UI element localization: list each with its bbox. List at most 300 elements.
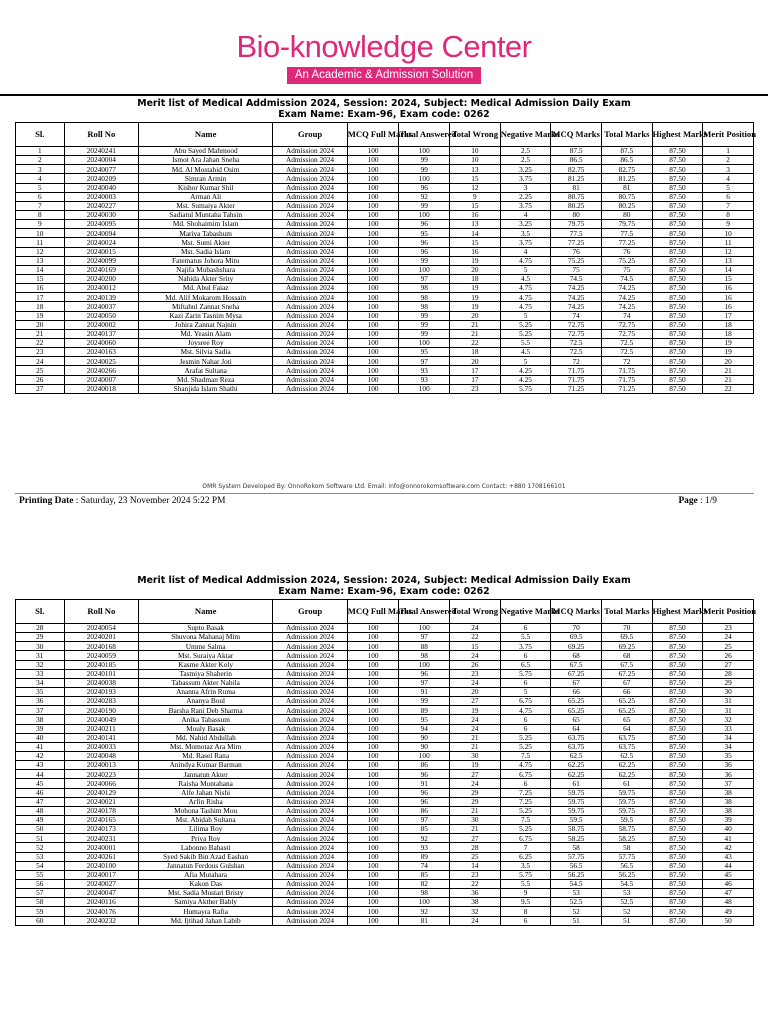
table-cell: 100 — [347, 660, 399, 669]
table-cell: 16 — [450, 210, 501, 219]
table-cell: 54 — [16, 861, 65, 870]
table-cell: 100 — [347, 348, 399, 357]
table-cell: 100 — [347, 256, 399, 265]
table-cell: Samiya Akther Bably — [138, 898, 272, 907]
table-cell: 45 — [703, 870, 754, 879]
table-cell: 20240137 — [64, 329, 138, 338]
table-cell: 53 — [551, 889, 602, 898]
table-cell: 68 — [551, 651, 602, 660]
table-cell: 5.25 — [500, 320, 551, 329]
table-cell: 2.5 — [500, 147, 551, 156]
column-header: Highest Marks — [652, 123, 703, 147]
table-cell: 71.25 — [601, 384, 652, 393]
table-cell: 20240232 — [64, 916, 138, 925]
column-header: MCQ Marks — [551, 123, 602, 147]
table-cell: 19 — [450, 302, 501, 311]
table-cell: 87.50 — [652, 375, 703, 384]
table-cell: 87.50 — [652, 274, 703, 283]
table-cell: 30 — [703, 687, 754, 696]
table-cell: Admission 2024 — [273, 183, 347, 192]
table-cell: 87.50 — [652, 879, 703, 888]
table-cell: 27 — [450, 697, 501, 706]
table-row — [16, 284, 754, 293]
table-cell: 87.50 — [652, 220, 703, 229]
table-cell: Afia Mutahara — [138, 870, 272, 879]
table-cell: Mst. Sumi Akter — [138, 238, 272, 247]
table-cell: 65.25 — [601, 706, 652, 715]
table-row — [16, 898, 754, 907]
table-cell: 74.25 — [551, 302, 602, 311]
table-row — [16, 293, 754, 302]
table-cell: Mst. Sadia Islam — [138, 247, 272, 256]
table-cell: 32 — [16, 660, 65, 669]
table-cell: 12 — [16, 247, 65, 256]
table-row — [16, 201, 754, 210]
table-cell: 20240165 — [64, 815, 138, 824]
table-cell: 96 — [399, 238, 450, 247]
table-cell: 44 — [16, 770, 65, 779]
table-cell: 24 — [450, 624, 501, 633]
table-cell: 100 — [347, 889, 399, 898]
table-row — [16, 329, 754, 338]
table-cell: 100 — [347, 687, 399, 696]
table-cell: 20240007 — [64, 375, 138, 384]
table-cell: 67.5 — [551, 660, 602, 669]
merit-table-page1 — [15, 122, 757, 394]
table-cell: 87.50 — [652, 201, 703, 210]
table-cell: Admission 2024 — [273, 348, 347, 357]
table-cell: 39 — [703, 815, 754, 824]
table-cell: 100 — [399, 174, 450, 183]
table-cell: 12 — [450, 183, 501, 192]
table-cell: 54.5 — [551, 879, 602, 888]
table-cell: 20240025 — [64, 357, 138, 366]
table-cell: Admission 2024 — [273, 861, 347, 870]
brand-title: Bio-knowledge Center — [236, 29, 532, 64]
table-row — [16, 642, 754, 651]
table-cell: 3.75 — [500, 642, 551, 651]
table-cell: Admission 2024 — [273, 879, 347, 888]
table-cell: 20240141 — [64, 733, 138, 742]
table-cell: 6 — [500, 715, 551, 724]
table-cell: 62.25 — [551, 770, 602, 779]
table-cell: 20240193 — [64, 687, 138, 696]
table-cell: 97 — [399, 633, 450, 642]
page2-heading — [0, 575, 768, 597]
table-cell: 7.5 — [500, 751, 551, 760]
table-cell: 29 — [450, 797, 501, 806]
table-cell: 36 — [703, 770, 754, 779]
table-cell: Admission 2024 — [273, 210, 347, 219]
table-cell: 56.5 — [601, 861, 652, 870]
table-cell: 87.50 — [652, 366, 703, 375]
table-cell: Admission 2024 — [273, 357, 347, 366]
column-header: Group — [273, 600, 347, 624]
table-cell: 52.5 — [551, 898, 602, 907]
table-cell: 87.50 — [652, 311, 703, 320]
table-cell: 72 — [601, 357, 652, 366]
table-row — [16, 624, 754, 633]
table-cell: 39 — [16, 724, 65, 733]
table-row — [16, 861, 754, 870]
table-cell: Admission 2024 — [273, 293, 347, 302]
table-cell: Admission 2024 — [273, 815, 347, 824]
table-cell: 27 — [703, 660, 754, 669]
table-row — [16, 879, 754, 888]
table-cell: 18 — [703, 320, 754, 329]
table-cell: Mst. Silvia Sadia — [138, 348, 272, 357]
table-cell: 100 — [347, 238, 399, 247]
table-cell: Admission 2024 — [273, 633, 347, 642]
table-cell: 21 — [450, 733, 501, 742]
table-cell: 75 — [551, 265, 602, 274]
table-cell: 79.75 — [601, 220, 652, 229]
table-cell: 99 — [399, 201, 450, 210]
table-cell: 87.50 — [652, 210, 703, 219]
table-cell: 54.5 — [601, 879, 652, 888]
table-cell: Admission 2024 — [273, 852, 347, 861]
table-cell: 43 — [16, 761, 65, 770]
table-cell: 56.25 — [601, 870, 652, 879]
table-cell: 81 — [601, 183, 652, 192]
table-cell: 5 — [703, 183, 754, 192]
table-cell: 16 — [703, 302, 754, 311]
table-cell: 24 — [450, 651, 501, 660]
table-cell: 20240002 — [64, 320, 138, 329]
table-cell: 72.5 — [601, 338, 652, 347]
table-cell: 20240100 — [64, 861, 138, 870]
table-cell: 27 — [16, 384, 65, 393]
table-cell: 99 — [399, 697, 450, 706]
table-cell: 58.75 — [601, 825, 652, 834]
table-cell: 86 — [399, 806, 450, 815]
table-cell: 3.5 — [500, 861, 551, 870]
table-cell: 98 — [399, 651, 450, 660]
table-cell: 20240037 — [64, 302, 138, 311]
table-cell: 51 — [551, 916, 602, 925]
table-cell: Admission 2024 — [273, 825, 347, 834]
table-cell: 47 — [703, 889, 754, 898]
page-number — [678, 496, 717, 506]
table-cell: 47 — [16, 797, 65, 806]
table-cell: 99 — [399, 320, 450, 329]
table-cell: 74.25 — [551, 284, 602, 293]
column-header: MCQ Marks — [551, 600, 602, 624]
table-cell: 71.25 — [551, 384, 602, 393]
table-cell: 96 — [399, 183, 450, 192]
table-cell: 20240223 — [64, 770, 138, 779]
table-cell: 46 — [16, 788, 65, 797]
table-cell: 100 — [347, 274, 399, 283]
table-cell: 20240190 — [64, 706, 138, 715]
table-cell: 76 — [551, 247, 602, 256]
table-cell: 100 — [347, 834, 399, 843]
table-cell: 20 — [450, 357, 501, 366]
table-row — [16, 687, 754, 696]
table-cell: 58 — [16, 898, 65, 907]
table-cell: 99 — [399, 311, 450, 320]
table-cell: 3.25 — [500, 220, 551, 229]
table-cell: 77.5 — [551, 229, 602, 238]
table-cell: 100 — [399, 338, 450, 347]
table-cell: 100 — [347, 210, 399, 219]
table-cell: 20240054 — [64, 624, 138, 633]
table-cell: 96 — [399, 770, 450, 779]
table-cell: 14 — [703, 265, 754, 274]
table-cell: 87.50 — [652, 624, 703, 633]
table-row — [16, 375, 754, 384]
table-cell: 55 — [16, 870, 65, 879]
table-cell: 99 — [399, 329, 450, 338]
table-cell: 87.50 — [652, 834, 703, 843]
page-value: : 1/9 — [700, 496, 717, 506]
table-cell: 87.50 — [652, 852, 703, 861]
table-cell: 100 — [347, 706, 399, 715]
table-row — [16, 742, 754, 751]
table-cell: 100 — [347, 907, 399, 916]
table-cell: 87.50 — [652, 706, 703, 715]
table-cell: 76 — [601, 247, 652, 256]
table-cell: Admission 2024 — [273, 338, 347, 347]
column-header: Total Answered — [399, 123, 450, 147]
table-cell: 53 — [601, 889, 652, 898]
table-cell: 20 — [450, 265, 501, 274]
table-row — [16, 183, 754, 192]
table-cell: 19 — [450, 284, 501, 293]
table-cell: 65.25 — [551, 706, 602, 715]
table-row — [16, 210, 754, 219]
table-row — [16, 761, 754, 770]
table-cell: 20240050 — [64, 311, 138, 320]
table-cell: 20240040 — [64, 183, 138, 192]
table-row — [16, 192, 754, 201]
table-cell: Admission 2024 — [273, 220, 347, 229]
table-cell: Admission 2024 — [273, 751, 347, 760]
table-cell: 62.25 — [601, 761, 652, 770]
column-header: MCQ Full Marks — [347, 600, 399, 624]
table-row — [16, 889, 754, 898]
table-cell: 100 — [347, 311, 399, 320]
table-cell: 21 — [703, 366, 754, 375]
table-cell: 5.75 — [500, 384, 551, 393]
table-cell: 25 — [450, 852, 501, 861]
table-cell: 16 — [450, 247, 501, 256]
table-cell: 87.50 — [652, 889, 703, 898]
table-cell: Admission 2024 — [273, 174, 347, 183]
table-cell: Labonno Bahasti — [138, 843, 272, 852]
table-cell: 19 — [703, 348, 754, 357]
table-cell: 100 — [347, 761, 399, 770]
table-cell: 90 — [399, 742, 450, 751]
table-cell: Ismot Ara Jahan Sneha — [138, 156, 272, 165]
table-cell: Nahida Akter Srity — [138, 274, 272, 283]
table-cell: 29 — [703, 678, 754, 687]
table-cell: 24 — [450, 678, 501, 687]
table-cell: Admission 2024 — [273, 192, 347, 201]
table-cell: 59.75 — [601, 788, 652, 797]
table-cell: 100 — [347, 898, 399, 907]
table-cell: Jannatun Ferdous Gulshan — [138, 861, 272, 870]
table-row — [16, 174, 754, 183]
table-cell: 79.75 — [551, 220, 602, 229]
table-cell: 59.5 — [601, 815, 652, 824]
table-cell: 6.75 — [500, 834, 551, 843]
table-cell: 87.5 — [551, 147, 602, 156]
table-cell: 32 — [703, 715, 754, 724]
table-cell: 20 — [16, 320, 65, 329]
table-cell: 24 — [450, 916, 501, 925]
table-cell: 14 — [16, 265, 65, 274]
table-cell: 3.5 — [500, 229, 551, 238]
table-cell: 21 — [450, 806, 501, 815]
table-cell: 100 — [347, 320, 399, 329]
table-cell: 80 — [551, 210, 602, 219]
table-cell: 100 — [347, 678, 399, 687]
table-cell: 14 — [450, 861, 501, 870]
table-cell: Admission 2024 — [273, 147, 347, 156]
table-cell: 40 — [16, 733, 65, 742]
table-cell: 69.25 — [551, 642, 602, 651]
table-cell: 46 — [703, 879, 754, 888]
table-cell: Admission 2024 — [273, 366, 347, 375]
table-cell: 69.25 — [601, 642, 652, 651]
table-cell: 52 — [16, 843, 65, 852]
table-cell: 63.75 — [601, 733, 652, 742]
table-cell: 20240209 — [64, 174, 138, 183]
table-cell: 58.25 — [601, 834, 652, 843]
column-header: Total Marks — [601, 123, 652, 147]
table-cell: 87.50 — [652, 147, 703, 156]
table-cell: Admission 2024 — [273, 311, 347, 320]
table-cell: 20240094 — [64, 229, 138, 238]
table-cell: 100 — [347, 633, 399, 642]
table-cell: 20240283 — [64, 697, 138, 706]
table-cell: Kasme Akter Koly — [138, 660, 272, 669]
table-cell: Simran Armin — [138, 174, 272, 183]
table-cell: 4 — [16, 174, 65, 183]
table-cell: 87.50 — [652, 642, 703, 651]
table-cell: 6.75 — [500, 697, 551, 706]
table-cell: 37 — [703, 779, 754, 788]
table-row — [16, 669, 754, 678]
table-cell: Admission 2024 — [273, 660, 347, 669]
table-row — [16, 724, 754, 733]
table-cell: 35 — [703, 751, 754, 760]
table-row — [16, 843, 754, 852]
table-cell: Admission 2024 — [273, 165, 347, 174]
table-cell: 100 — [347, 366, 399, 375]
column-header: Total Wrong — [450, 123, 501, 147]
table-cell: 100 — [347, 302, 399, 311]
table-cell: Md. Nahid Abdullah — [138, 733, 272, 742]
table-cell: 74.25 — [551, 293, 602, 302]
table-cell: 61 — [551, 779, 602, 788]
table-row — [16, 165, 754, 174]
table-row — [16, 907, 754, 916]
table-row — [16, 815, 754, 824]
table-cell: 20240168 — [64, 642, 138, 651]
table-cell: 21 — [703, 375, 754, 384]
table-cell: 2.5 — [500, 156, 551, 165]
table-cell: Shuvona Mahanaj Mim — [138, 633, 272, 642]
table-cell: 86 — [399, 761, 450, 770]
merit-table-page2 — [15, 599, 757, 926]
table-cell: 30 — [450, 815, 501, 824]
table-cell: 38 — [16, 715, 65, 724]
table-cell: 13 — [16, 256, 65, 265]
printing-date-value: : Saturday, 23 November 2024 5:22 PM — [75, 496, 226, 506]
table-cell: 100 — [347, 329, 399, 338]
table-cell: 23 — [703, 624, 754, 633]
table-cell: 87.50 — [652, 751, 703, 760]
table-cell: 35 — [16, 687, 65, 696]
page-label: Page — [678, 496, 698, 506]
table-cell: 100 — [347, 916, 399, 925]
table-cell: 20240033 — [64, 742, 138, 751]
table-cell: 81 — [551, 183, 602, 192]
table-cell: 87.50 — [652, 183, 703, 192]
table-cell: 38 — [450, 898, 501, 907]
table-cell: 4.75 — [500, 706, 551, 715]
table-cell: Mst. Sadia Mustari Bristy — [138, 889, 272, 898]
table-cell: 92 — [399, 834, 450, 843]
table-cell: 100 — [347, 742, 399, 751]
table-cell: 87.50 — [652, 733, 703, 742]
table-cell: 72.5 — [601, 348, 652, 357]
table-cell: 77.25 — [601, 238, 652, 247]
table-cell: 2.25 — [500, 192, 551, 201]
table-cell: 94 — [399, 724, 450, 733]
table-cell: Admission 2024 — [273, 624, 347, 633]
column-header: Negative Marks — [500, 600, 551, 624]
table-cell: 4.25 — [500, 375, 551, 384]
printing-date-label: Printing Date — [19, 496, 74, 506]
table-cell: 20240049 — [64, 715, 138, 724]
table-cell: 26 — [16, 375, 65, 384]
table-cell: 82 — [399, 879, 450, 888]
table-cell: Abu Sayed Mahmood — [138, 147, 272, 156]
merit-list-title: Merit list of Medical Addmission 2024, Session: 2024, Subject: Medical Admission Daily Exam — [137, 575, 631, 586]
table-row — [16, 770, 754, 779]
table-cell: 81.25 — [601, 174, 652, 183]
table-row — [16, 274, 754, 283]
table-cell: 87.50 — [652, 651, 703, 660]
table-cell: 32 — [450, 907, 501, 916]
table-cell: 74 — [399, 861, 450, 870]
header-rule — [0, 94, 768, 96]
table-cell: Admission 2024 — [273, 715, 347, 724]
table-cell: Md. Ijtihad Jahan Labib — [138, 916, 272, 925]
table-cell: 59.75 — [551, 797, 602, 806]
table-cell: 36 — [16, 697, 65, 706]
column-header: Sl. — [16, 123, 65, 147]
table-cell: 58.25 — [551, 834, 602, 843]
table-cell: 95 — [399, 715, 450, 724]
table-cell: 23 — [450, 669, 501, 678]
table-cell: 65 — [601, 715, 652, 724]
table-cell: 87.50 — [652, 724, 703, 733]
table-cell: Admission 2024 — [273, 742, 347, 751]
table-cell: 98 — [399, 302, 450, 311]
column-header: Name — [138, 123, 272, 147]
table-cell: 20240030 — [64, 210, 138, 219]
table-cell: 5 — [16, 183, 65, 192]
table-cell: 80.25 — [601, 201, 652, 210]
table-cell: 63.75 — [551, 733, 602, 742]
table-cell: 8 — [16, 210, 65, 219]
table-cell: 74 — [551, 311, 602, 320]
table-cell: 100 — [347, 247, 399, 256]
